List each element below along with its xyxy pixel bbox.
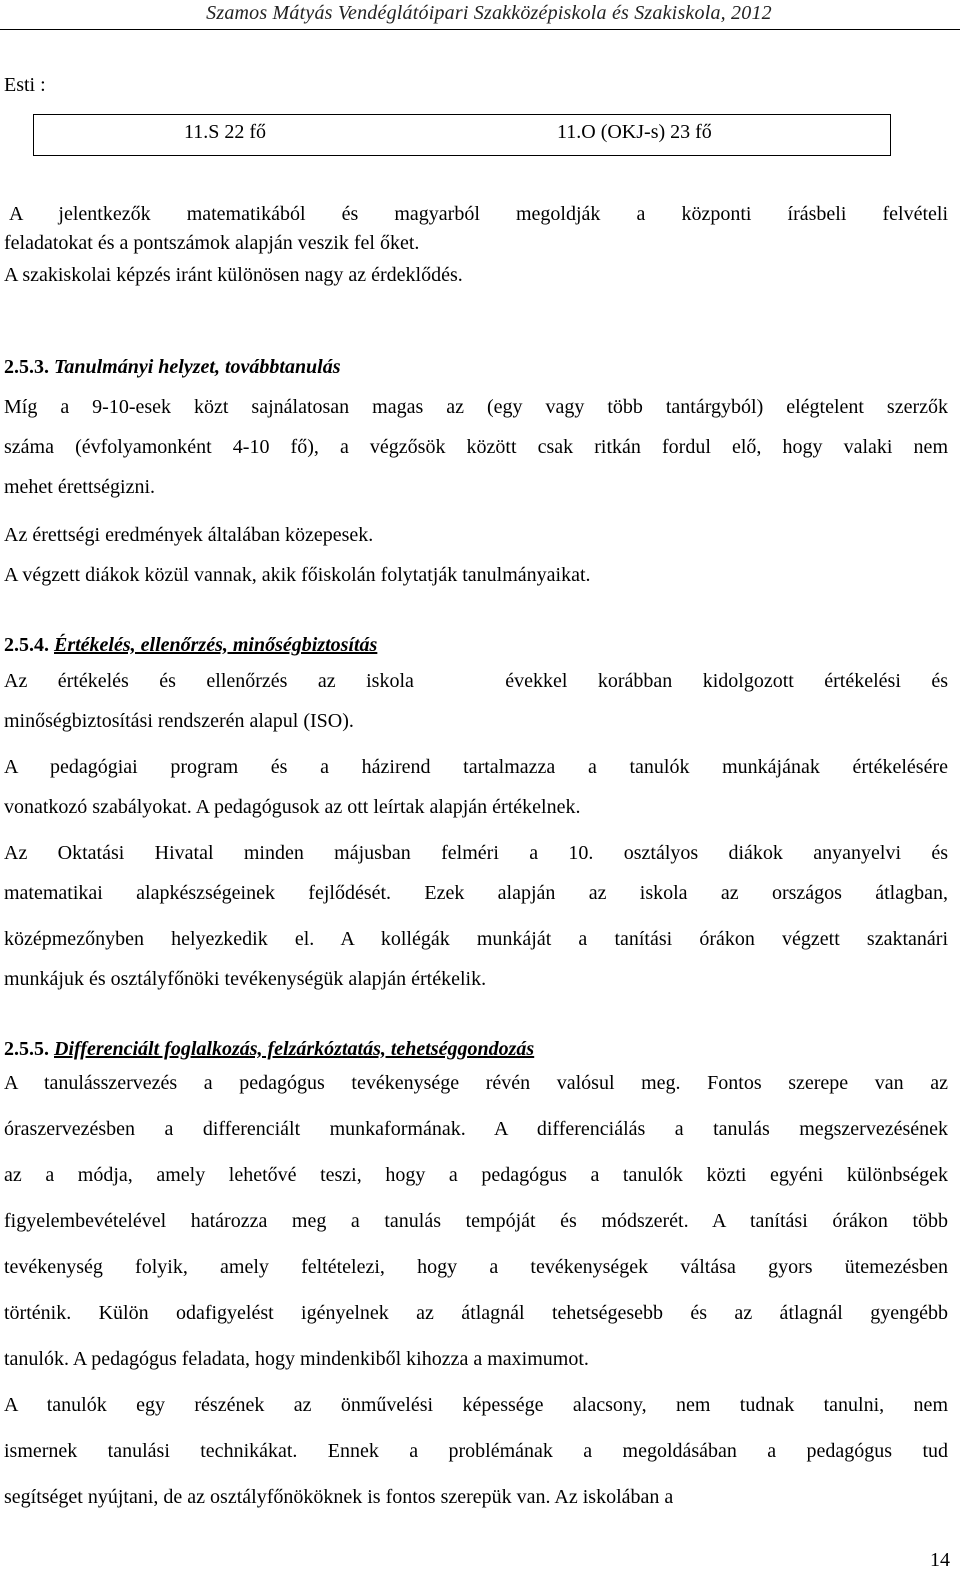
section-title: Differenciált foglalkozás, felzárkóztatás, tehetséggondozás bbox=[54, 1038, 535, 1060]
s254-line-1: minőségbiztosítási rendszerén alapul (ISO). bbox=[4, 710, 354, 732]
class-11s-count: 11.S 22 fő bbox=[184, 121, 267, 143]
running-header bbox=[0, 0, 960, 30]
s254-line-0: Az értékelés és ellenőrzés az iskola évekkel korábban kidolgozott értékelési és bbox=[4, 670, 948, 692]
section-title: Tanulmányi helyzet, továbbtanulás bbox=[54, 356, 341, 378]
section-number: 2.5.3. bbox=[4, 356, 49, 378]
class-11o-count: 11.O (OKJ-s) 23 fő bbox=[557, 121, 712, 143]
s253-line-0: Míg a 9-10-esek közt sajnálatosan magas az (egy vagy több tantárgyból) elégtelent szerzők bbox=[4, 396, 948, 418]
header-rule bbox=[0, 29, 960, 30]
page-number: 14 bbox=[930, 1549, 950, 1571]
s255-line-0: A tanulásszervezés a pedagógus tevékenysége révén valósul meg. Fontos szerepe van az bbox=[4, 1072, 948, 1094]
s253-line-1: száma (évfolyamonként 4-10 fő), a végzősök között csak ritkán fordul elő, hogy valaki nem bbox=[4, 436, 948, 458]
s255-line-5: történik. Külön odafigyelést igényelnek az átlagnál tehetségesebb és az átlagnál gyengébb bbox=[4, 1302, 948, 1324]
s255-line-8: ismernek tanulási technikákat. Ennek a problémának a megoldásában a pedagógus tud bbox=[4, 1440, 948, 1462]
section-title: Értékelés, ellenőrzés, minőségbiztosítás bbox=[54, 634, 378, 656]
section-heading-254 bbox=[4, 634, 377, 657]
s254-line-7: munkájuk és osztályfőnöki tevékenységük alapján értékelik. bbox=[4, 968, 487, 990]
s255-line-3: figyelembevételével határozza meg a tanulás tempóját és módszerét. A tanítási órákon több bbox=[4, 1210, 948, 1232]
intro-line-1: A jelentkezők matematikából és magyarból megoldják a központi írásbeli felvételi bbox=[9, 203, 948, 225]
section-number: 2.5.4. bbox=[4, 634, 49, 656]
s255-line-4: tevékenység folyik, amely feltételezi, hogy a tevékenységek váltása gyors ütemezésben bbox=[4, 1256, 948, 1278]
s253-line-2: mehet érettségizni. bbox=[4, 476, 156, 498]
s254-line-2: A pedagógiai program és a házirend tartalmazza a tanulók munkájának értékelésére bbox=[4, 756, 948, 778]
class-count-box bbox=[33, 114, 891, 156]
s255-line-9: segítséget nyújtani, de az osztályfőnököknek is fontos szerepük van. Az iskolában a bbox=[4, 1486, 674, 1508]
s255-line-1: óraszervezésben a differenciált munkaformának. A differenciálás a tanulás megszervezésének bbox=[4, 1118, 948, 1140]
intro-line-2: feladatokat és a pontszámok alapján veszik fel őket. bbox=[4, 232, 420, 254]
s255-line-7: A tanulók egy részének az önművelési képessége alacsony, nem tudnak tanulni, nem bbox=[4, 1394, 948, 1416]
s253-line-4: A végzett diákok közül vannak, akik főiskolán folytatják tanulmányaikat. bbox=[4, 564, 591, 586]
s253-line-3: Az érettségi eredmények általában közepesek. bbox=[4, 524, 374, 546]
header-text: Szamos Mátyás Vendéglátóipari Szakközépiskola és Szakiskola, 2012 bbox=[206, 2, 772, 24]
s254-line-4: Az Oktatási Hivatal minden májusban felméri a 10. osztályos diákok anyanyelvi és bbox=[4, 842, 948, 864]
section-number: 2.5.5. bbox=[4, 1038, 49, 1060]
section-heading-255 bbox=[4, 1038, 534, 1061]
section-heading-253 bbox=[4, 356, 341, 379]
s254-line-6: középmezőnyben helyezkedik el. A kollégák munkáját a tanítási órákon végzett szaktanári bbox=[4, 928, 948, 950]
esti-label: Esti : bbox=[4, 74, 46, 96]
s255-line-2: az a módja, amely lehetővé teszi, hogy a pedagógus a tanulók közti egyéni különbségek bbox=[4, 1164, 948, 1186]
s254-line-3: vonatkozó szabályokat. A pedagógusok az ott leírtak alapján értékelnek. bbox=[4, 796, 581, 818]
s254-line-5: matematikai alapkészségeinek fejlődését. Ezek alapján az iskola az országos átlagban, bbox=[4, 882, 948, 904]
intro-para-2: A szakiskolai képzés iránt különösen nagy az érdeklődés. bbox=[4, 264, 463, 286]
s255-line-6: tanulók. A pedagógus feladata, hogy mindenkiből kihozza a maximumot. bbox=[4, 1348, 589, 1370]
